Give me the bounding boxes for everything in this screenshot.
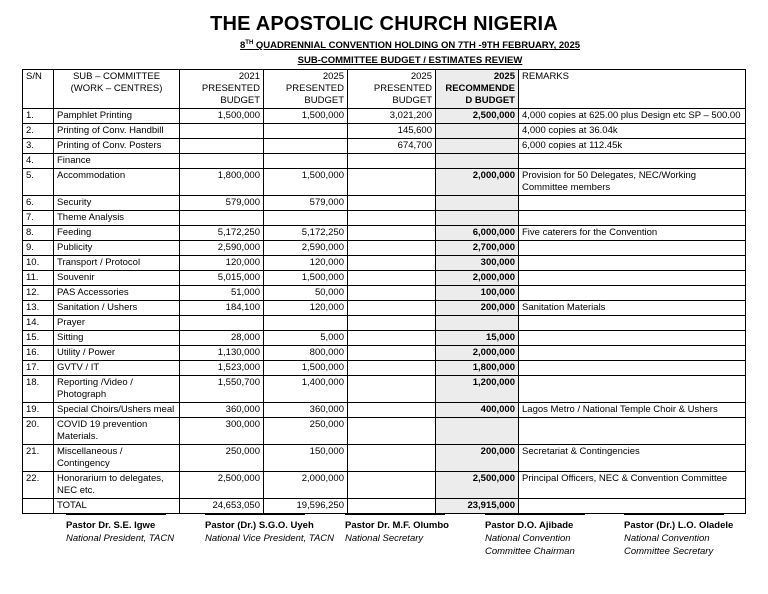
cell-sn: 19. <box>23 403 54 418</box>
cell-sub-committee: Miscellaneous / Contingency <box>54 445 180 472</box>
cell-2025-presented-2 <box>348 241 436 256</box>
cell-2025-presented <box>264 316 348 331</box>
table-row <box>23 418 746 445</box>
cell-sn: 1. <box>23 109 54 124</box>
table-total-row <box>23 499 746 514</box>
header-2025-presented: 2025 PRESENTED BUDGET <box>264 70 348 109</box>
cell-2025-presented: 5,172,250 <box>264 226 348 241</box>
cell-2021-presented: 2,500,000 <box>180 472 264 499</box>
document-subtitle-2: SUB-COMMITTEE BUDGET / ESTIMATES REVIEW <box>297 55 523 66</box>
document-subtitle <box>0 40 768 51</box>
table-row <box>23 211 746 226</box>
cell-2025-presented: 1,400,000 <box>264 376 348 403</box>
header-remarks: REMARKS <box>519 70 746 109</box>
cell-sn: 16. <box>23 346 54 361</box>
signature-line <box>66 514 166 515</box>
table-row <box>23 286 746 301</box>
cell-2025-recommended: 23,915,000 <box>436 499 519 514</box>
table-row <box>23 346 746 361</box>
cell-2021-presented: 579,000 <box>180 196 264 211</box>
table-header-row <box>23 70 746 109</box>
table-body <box>23 109 746 514</box>
cell-2021-presented <box>180 154 264 169</box>
signatory-role: National Convention Committee Secretary <box>624 533 714 557</box>
cell-2025-recommended: 1,800,000 <box>436 361 519 376</box>
cell-sn: 2. <box>23 124 54 139</box>
cell-remarks: Provision for 50 Delegates, NEC/Working Committee members <box>519 169 746 196</box>
document-title: THE APOSTOLIC CHURCH NIGERIA <box>210 13 558 35</box>
cell-remarks: 6,000 copies at 112.45k <box>519 139 746 154</box>
table-row <box>23 301 746 316</box>
signatory-role: National Vice President, TACN <box>205 533 335 544</box>
cell-2025-recommended: 2,000,000 <box>436 169 519 196</box>
cell-2025-recommended: 2,000,000 <box>436 346 519 361</box>
signature-block <box>205 514 340 545</box>
cell-2025-presented: 1,500,000 <box>264 361 348 376</box>
cell-sub-committee: TOTAL <box>54 499 180 514</box>
table-row <box>23 139 746 154</box>
cell-remarks <box>519 346 746 361</box>
cell-2021-presented <box>180 316 264 331</box>
signatory-name: Pastor Dr. S.E. Igwe <box>66 520 156 531</box>
cell-2025-presented: 1,500,000 <box>264 271 348 286</box>
cell-2021-presented: 1,800,000 <box>180 169 264 196</box>
cell-2025-presented-2: 674,700 <box>348 139 436 154</box>
cell-2025-presented: 120,000 <box>264 301 348 316</box>
cell-2025-recommended: 2,500,000 <box>436 109 519 124</box>
cell-2025-presented-2 <box>348 154 436 169</box>
cell-sn: 6. <box>23 196 54 211</box>
cell-2025-presented-2 <box>348 256 436 271</box>
cell-2025-recommended: 6,000,000 <box>436 226 519 241</box>
cell-2021-presented: 250,000 <box>180 445 264 472</box>
signatory-role: National Secretary <box>345 533 424 544</box>
cell-2025-presented-2 <box>348 301 436 316</box>
table-row <box>23 241 746 256</box>
cell-2025-recommended <box>436 418 519 445</box>
cell-sn: 21. <box>23 445 54 472</box>
cell-2021-presented <box>180 124 264 139</box>
cell-sub-committee: Reporting /Video / Photograph <box>54 376 180 403</box>
cell-2025-recommended: 2,500,000 <box>436 472 519 499</box>
cell-2025-presented-2 <box>348 286 436 301</box>
cell-sub-committee: Sanitation / Ushers <box>54 301 180 316</box>
cell-2021-presented: 360,000 <box>180 403 264 418</box>
cell-sub-committee: Sitting <box>54 331 180 346</box>
table-row <box>23 169 746 196</box>
cell-sub-committee: Prayer <box>54 316 180 331</box>
cell-2021-presented <box>180 139 264 154</box>
header-2025-presented-2: 2025 PRESENTED BUDGET <box>348 70 436 109</box>
cell-2025-recommended <box>436 316 519 331</box>
cell-2025-presented: 1,500,000 <box>264 169 348 196</box>
cell-sub-committee: COVID 19 prevention Materials. <box>54 418 180 445</box>
cell-2025-presented: 1,500,000 <box>264 109 348 124</box>
cell-remarks <box>519 361 746 376</box>
cell-remarks <box>519 286 746 301</box>
cell-sn: 8. <box>23 226 54 241</box>
cell-2025-presented: 150,000 <box>264 445 348 472</box>
cell-2021-presented: 24,653,050 <box>180 499 264 514</box>
table-row <box>23 256 746 271</box>
cell-2025-recommended <box>436 196 519 211</box>
cell-2025-recommended: 200,000 <box>436 445 519 472</box>
cell-remarks <box>519 376 746 403</box>
cell-2025-recommended <box>436 124 519 139</box>
cell-2025-presented-2: 145,600 <box>348 124 436 139</box>
signature-block <box>624 514 734 558</box>
cell-sub-committee: Special Choirs/Ushers meal <box>54 403 180 418</box>
cell-2025-presented-2: 3,021,200 <box>348 109 436 124</box>
signature-line <box>624 514 724 515</box>
cell-2025-presented: 50,000 <box>264 286 348 301</box>
cell-2025-presented: 5,000 <box>264 331 348 346</box>
cell-remarks <box>519 499 746 514</box>
cell-sn: 10. <box>23 256 54 271</box>
header-sub-committee: SUB – COMMITTEE (WORK – CENTRES) <box>54 70 180 109</box>
cell-sn: 5. <box>23 169 54 196</box>
cell-remarks: Principal Officers, NEC & Convention Committee <box>519 472 746 499</box>
cell-2025-presented-2 <box>348 361 436 376</box>
cell-2021-presented: 5,015,000 <box>180 271 264 286</box>
signature-block <box>485 514 595 558</box>
table-row <box>23 472 746 499</box>
cell-2025-presented: 360,000 <box>264 403 348 418</box>
cell-2025-presented-2 <box>348 472 436 499</box>
table-row <box>23 124 746 139</box>
cell-sn <box>23 499 54 514</box>
cell-2025-recommended: 200,000 <box>436 301 519 316</box>
cell-2025-presented-2 <box>348 418 436 445</box>
cell-sn: 12. <box>23 286 54 301</box>
subtitle-ordinal: 8 <box>239 40 246 52</box>
cell-remarks <box>519 316 746 331</box>
cell-2021-presented: 1,130,000 <box>180 346 264 361</box>
cell-2025-presented: 579,000 <box>264 196 348 211</box>
signatory-name: Pastor Dr. M.F. Olumbo <box>345 520 449 531</box>
cell-2025-presented-2 <box>348 169 436 196</box>
cell-2021-presented: 184,100 <box>180 301 264 316</box>
budget-table <box>22 69 746 514</box>
signatory-name: Pastor D.O. Ajibade <box>485 520 574 531</box>
cell-sn: 13. <box>23 301 54 316</box>
cell-remarks: 4,000 copies at 625.00 plus Design etc SP – 500.00 <box>519 109 746 124</box>
cell-2025-presented: 2,590,000 <box>264 241 348 256</box>
cell-sub-committee: Security <box>54 196 180 211</box>
cell-2025-presented-2 <box>348 376 436 403</box>
cell-sub-committee: Accommodation <box>54 169 180 196</box>
cell-2021-presented: 5,172,250 <box>180 226 264 241</box>
cell-remarks <box>519 196 746 211</box>
cell-2025-presented: 19,596,250 <box>264 499 348 514</box>
cell-2025-presented <box>264 124 348 139</box>
table-row <box>23 196 746 211</box>
cell-2025-recommended: 100,000 <box>436 286 519 301</box>
cell-2025-recommended <box>436 211 519 226</box>
table-row <box>23 109 746 124</box>
table-row <box>23 445 746 472</box>
cell-2025-presented-2 <box>348 346 436 361</box>
cell-sn: 20. <box>23 418 54 445</box>
cell-2025-presented-2 <box>348 211 436 226</box>
cell-remarks <box>519 331 746 346</box>
cell-sub-committee: GVTV / IT <box>54 361 180 376</box>
cell-remarks <box>519 418 746 445</box>
cell-sn: 18. <box>23 376 54 403</box>
cell-2025-presented-2 <box>348 331 436 346</box>
cell-2025-presented-2 <box>348 226 436 241</box>
cell-sub-committee: Printing of Conv. Handbill <box>54 124 180 139</box>
cell-2021-presented: 1,523,000 <box>180 361 264 376</box>
cell-remarks <box>519 241 746 256</box>
table-row <box>23 376 746 403</box>
subtitle-ordinal-suffix: TH <box>245 40 254 46</box>
cell-sn: 4. <box>23 154 54 169</box>
header-2021-presented: 2021 PRESENTED BUDGET <box>180 70 264 109</box>
cell-remarks <box>519 256 746 271</box>
cell-remarks: Lagos Metro / National Temple Choir & Ushers <box>519 403 746 418</box>
cell-2021-presented: 2,590,000 <box>180 241 264 256</box>
cell-sub-committee: Theme Analysis <box>54 211 180 226</box>
cell-sn: 22. <box>23 472 54 499</box>
cell-2025-recommended: 2,700,000 <box>436 241 519 256</box>
cell-sn: 14. <box>23 316 54 331</box>
table-row <box>23 154 746 169</box>
cell-sub-committee: Publicity <box>54 241 180 256</box>
cell-2025-presented: 800,000 <box>264 346 348 361</box>
signature-line <box>205 514 305 515</box>
table-row <box>23 226 746 241</box>
cell-2021-presented: 51,000 <box>180 286 264 301</box>
cell-2025-recommended <box>436 139 519 154</box>
cell-sn: 15. <box>23 331 54 346</box>
cell-sn: 7. <box>23 211 54 226</box>
signatory-role: National President, TACN <box>66 533 175 544</box>
cell-2025-recommended: 1,200,000 <box>436 376 519 403</box>
cell-2025-presented-2 <box>348 271 436 286</box>
cell-remarks <box>519 211 746 226</box>
cell-sn: 11. <box>23 271 54 286</box>
cell-sn: 3. <box>23 139 54 154</box>
cell-2025-presented: 120,000 <box>264 256 348 271</box>
table-row <box>23 361 746 376</box>
signature-line <box>345 514 445 515</box>
cell-2025-presented-2 <box>348 196 436 211</box>
table-row <box>23 403 746 418</box>
cell-2025-presented: 250,000 <box>264 418 348 445</box>
cell-2025-presented <box>264 139 348 154</box>
cell-2025-presented <box>264 154 348 169</box>
signature-line <box>485 514 585 515</box>
subtitle-text: QUADRENNIAL CONVENTION HOLDING ON 7TH -9TH FEBRUARY, 2025 <box>253 40 581 52</box>
table-row <box>23 331 746 346</box>
cell-remarks <box>519 271 746 286</box>
header-2025-recommended: 2025 RECOMMENDE D BUDGET <box>436 70 519 109</box>
cell-remarks: Sanitation Materials <box>519 301 746 316</box>
cell-2021-presented: 1,550,700 <box>180 376 264 403</box>
cell-2025-recommended <box>436 154 519 169</box>
cell-2025-recommended: 2,000,000 <box>436 271 519 286</box>
cell-2021-presented: 120,000 <box>180 256 264 271</box>
cell-remarks: Five caterers for the Convention <box>519 226 746 241</box>
header-sn: S/N <box>23 70 54 109</box>
cell-sn: 17. <box>23 361 54 376</box>
cell-2025-presented <box>264 211 348 226</box>
cell-sub-committee: Printing of Conv. Posters <box>54 139 180 154</box>
cell-2025-presented-2 <box>348 316 436 331</box>
cell-sub-committee: Utility / Power <box>54 346 180 361</box>
cell-2021-presented: 28,000 <box>180 331 264 346</box>
signatory-role: National Convention Committee Chairman <box>485 533 575 557</box>
cell-2025-presented: 2,000,000 <box>264 472 348 499</box>
signatory-name: Pastor (Dr.) S.G.O. Uyeh <box>205 520 314 531</box>
cell-2025-recommended: 300,000 <box>436 256 519 271</box>
signature-block <box>66 514 201 545</box>
cell-sn: 9. <box>23 241 54 256</box>
cell-sub-committee: Pamphlet Printing <box>54 109 180 124</box>
cell-remarks <box>519 154 746 169</box>
cell-sub-committee: Souvenir <box>54 271 180 286</box>
cell-2025-recommended: 400,000 <box>436 403 519 418</box>
cell-sub-committee: PAS Accessories <box>54 286 180 301</box>
cell-2025-recommended: 15,000 <box>436 331 519 346</box>
cell-2021-presented: 300,000 <box>180 418 264 445</box>
table-row <box>23 316 746 331</box>
cell-remarks: Secretariat & Contingencies <box>519 445 746 472</box>
table-row <box>23 271 746 286</box>
cell-2025-presented-2 <box>348 499 436 514</box>
cell-2025-presented-2 <box>348 403 436 418</box>
signatory-name: Pastor (Dr.) L.O. Oladele <box>624 520 734 531</box>
cell-remarks: 4,000 copies at 36.04k <box>519 124 746 139</box>
signature-block <box>345 514 480 545</box>
cell-sub-committee: Feeding <box>54 226 180 241</box>
cell-2025-presented-2 <box>348 445 436 472</box>
cell-2021-presented <box>180 211 264 226</box>
cell-2021-presented: 1,500,000 <box>180 109 264 124</box>
cell-sub-committee: Finance <box>54 154 180 169</box>
cell-sub-committee: Transport / Protocol <box>54 256 180 271</box>
cell-sub-committee: Honorarium to delegates, NEC etc. <box>54 472 180 499</box>
